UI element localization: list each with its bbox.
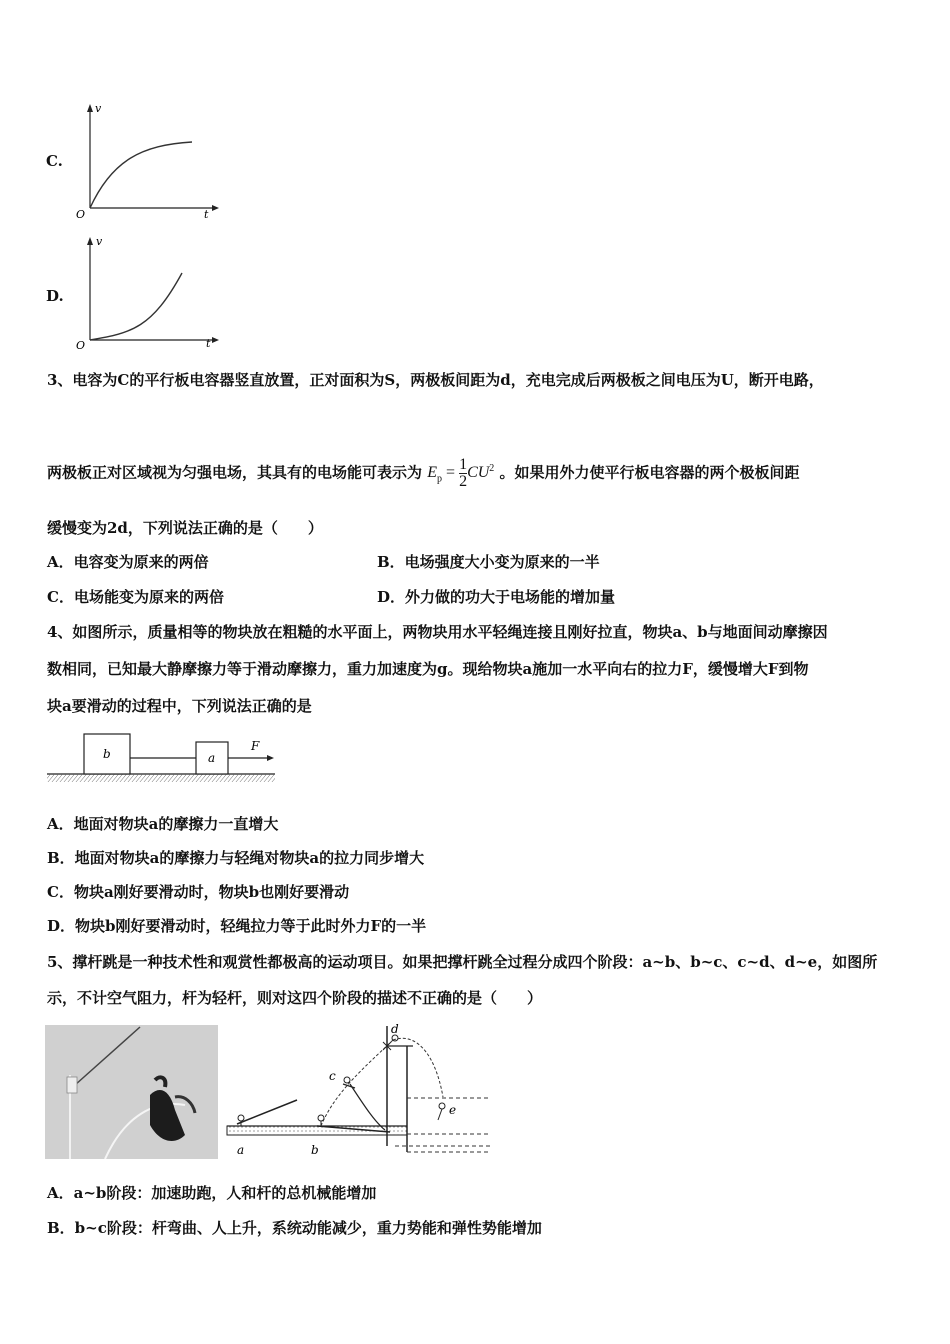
q4-option-c: C．物块a刚好要滑动时，物块b也刚好要滑动 [47,883,350,901]
q4-line-3: 块a要滑动的过程中，下列说法正确的是 [47,697,312,715]
pole-vault-photo [45,1025,218,1159]
q4-option-d: D．物块b刚好要滑动时，轻绳拉力等于此时外力F的一半 [47,917,427,935]
force-f-label: F [251,739,260,753]
graph-c-t-label: t [204,208,209,220]
q3-option-c: C．电场能变为原来的两倍 [47,588,224,606]
formula-sub: p [437,473,443,485]
diagram-label-e: e [449,1103,457,1117]
option-d-label: D. [46,287,64,305]
q3-option-d: D．外力做的功大于电场能的增加量 [377,588,616,606]
block-b-label: b [103,747,111,761]
q4-line-2: 数相同，已知最大静摩擦力等于滑动摩擦力，重力加速度为g。现给物块a施加一水平向右的拉力F，缓慢增大F到物 [47,660,809,678]
graph-c [72,100,222,220]
formula-lhs: E [427,464,438,482]
formula-sup: 2 [489,462,495,474]
q3-line-1: 3、电容为C的平行板电容器竖直放置，正对面积为S，两极板间距为d，充电完成后两极板之间电压为U，断开电路， [47,371,824,389]
q3-line-2-post: 。如果用外力使平行板电容器的两个极板间距 [499,463,800,482]
formula-fraction [459,457,467,490]
q4-figure-blocks [45,728,280,788]
q4-option-b: B．地面对物块a的摩擦力与轻绳对物块a的拉力同步增大 [47,849,425,867]
pole-vault-diagram [225,1022,493,1162]
q3-line-2 [47,457,800,490]
block-a-label: a [208,751,216,765]
formula-eq: = [446,464,456,482]
graph-c-v-label: v [95,102,102,115]
q4-line-1: 4、如图所示，质量相等的物块放在粗糙的水平面上，两物块用水平轻绳连接且刚好拉直，物块a、b与地面间动摩擦因 [47,623,828,641]
graph-d [72,233,222,351]
q3-formula [427,457,494,490]
diagram-label-a: a [237,1143,245,1157]
graph-d-origin: O [76,339,86,351]
q5-line-2: 示，不计空气阻力，杆为轻杆，则对这四个阶段的描述不正确的是（ ） [47,989,543,1007]
q3-option-a: A．电容变为原来的两倍 [47,553,209,571]
formula-num: 1 [459,456,468,473]
diagram-label-b: b [311,1143,319,1157]
graph-c-origin: O [76,208,86,220]
formula-rhs: CU [467,464,490,482]
diagram-label-d: d [391,1022,399,1036]
graph-d-v-label: v [96,235,103,248]
formula-den: 2 [459,473,468,490]
option-c-label: C. [46,152,63,170]
q3-line-3: 缓慢变为2d，下列说法正确的是（ ） [47,519,323,537]
graph-d-t-label: t [206,337,211,350]
q4-option-a: A．地面对物块a的摩擦力一直增大 [47,815,279,833]
q5-line-1: 5、撑杆跳是一种技术性和观赏性都极高的运动项目。如果把撑杆跳全过程分成四个阶段：a~b、b~c、c~d、d~e，如图所 [47,953,878,971]
diagram-label-c: c [329,1069,336,1083]
q3-line-2-pre: 两极板正对区域视为匀强电场，其具有的电场能可表示为 [47,463,423,482]
q3-option-b: B．电场强度大小变为原来的一半 [377,553,600,571]
q5-option-b: B．b~c阶段：杆弯曲、人上升，系统动能减少，重力势能和弹性势能增加 [47,1219,542,1237]
q5-option-a: A．a~b阶段：加速助跑，人和杆的总机械能增加 [47,1184,377,1202]
